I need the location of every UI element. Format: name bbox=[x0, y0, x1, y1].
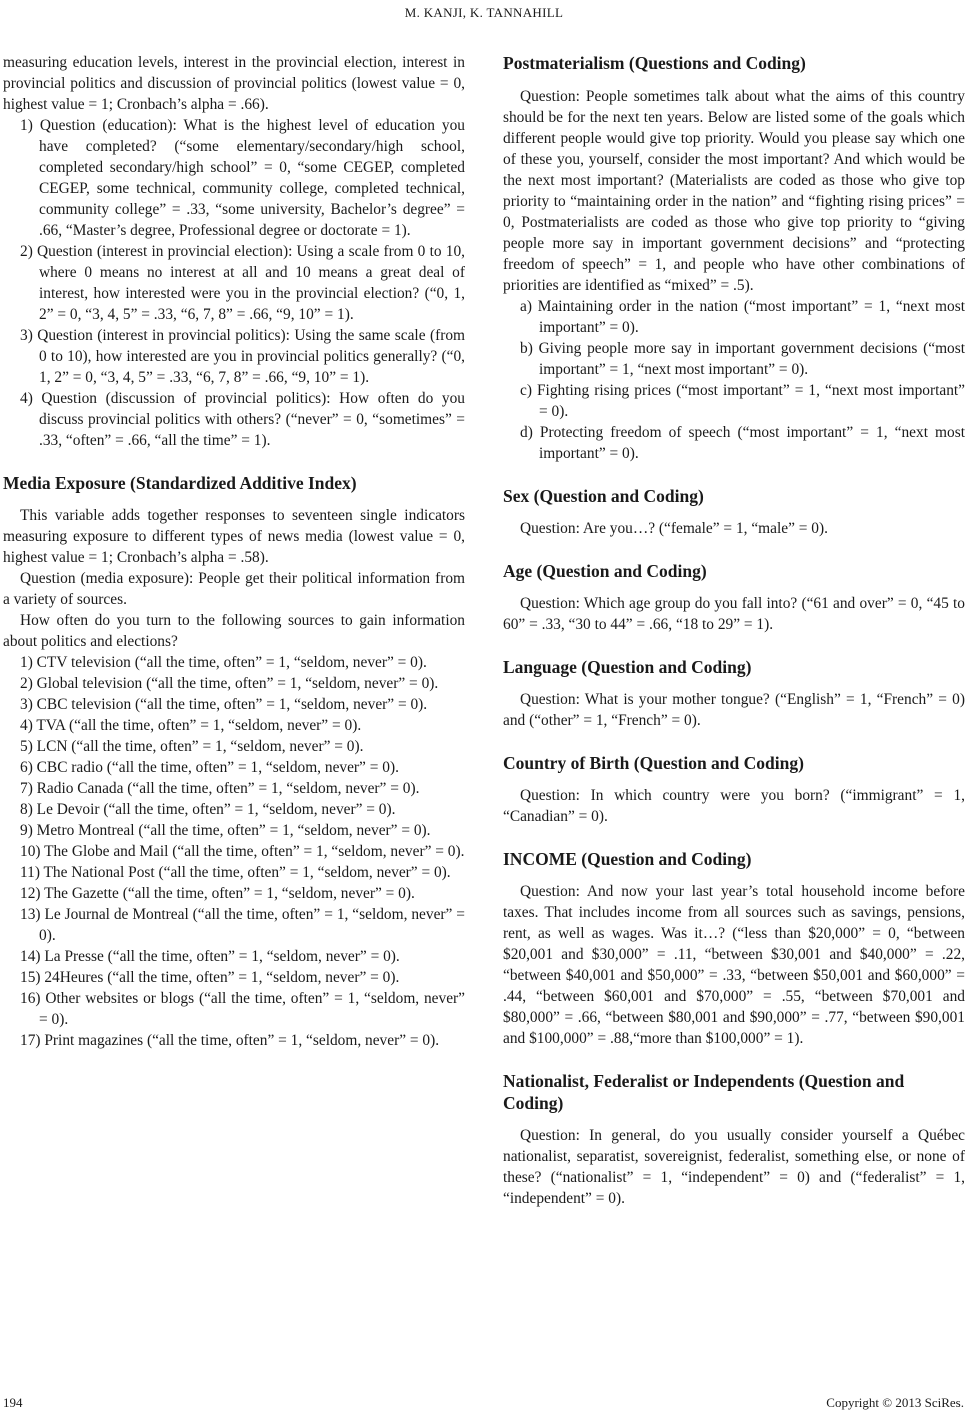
source-item: 3) CBC television (“all the time, often” = 1, “seldom, never” = 0). bbox=[20, 696, 428, 713]
paragraph: This variable adds together responses to seventeen single indicators measuring exposure to different types of news media (lowest value = 0, highest value = 1; Cronbach’s alpha = .58). bbox=[3, 507, 465, 566]
source-item: 1) CTV television (“all the time, often” = 1, “seldom, never” = 0). bbox=[20, 654, 427, 671]
source-item: 9) Metro Montreal (“all the time, often” = 1, “seldom, never” = 0). bbox=[20, 822, 431, 839]
section-heading: Postmaterialism (Questions and Coding) bbox=[503, 53, 806, 73]
paragraph: How often do you turn to the following sources to gain information about politics and elections? bbox=[3, 612, 465, 650]
question-item: 3) Question (interest in provincial politics): Using the same scale (from 0 to 10), how interested are you in provincial politics generally? (“0, 1, 2” = 0, “3, 4, 5” = .33, “6, 7, 8” = .66, “9, 10” = 1). bbox=[20, 327, 465, 386]
paragraph: Question: What is your mother tongue? (“English” = 1, “French” = 0) and (“other” = 1, “French” = 0). bbox=[503, 691, 965, 729]
priority-item: a) Maintaining order in the nation (“most important” = 1, “next most important” = 0). bbox=[520, 298, 965, 336]
page-number: 194 bbox=[3, 1395, 23, 1410]
source-item: 7) Radio Canada (“all the time, often” = 1, “seldom, never” = 0). bbox=[20, 780, 420, 797]
section-heading: Country of Birth (Question and Coding) bbox=[503, 753, 804, 773]
paragraph: Question: In which country were you born? (“immigrant” = 1, “Canadian” = 0). bbox=[503, 787, 965, 825]
paragraph: Question: People sometimes talk about what the aims of this country should be for the next ten years. Below are listed some of the goals which different people would give top priority. Would you please say which one of these you, yourself, consider the most important? And which would be the next most important? (Materialists are coded as those who give top priority to “maintaining order in the nation” and “fighting rising prices” = 0, Postmaterialists are coded as those who give top priority to “giving people more say in important government decisions” and “protecting freedom of speech” = 1, and people who have other combinations of priorities are identified as “mixed” = .5). bbox=[503, 88, 965, 294]
question-item: 4) Question (discussion of provincial politics): How often do you discuss provincial politics with others? (“never” = 0, “sometimes” = .33, “often” = .66, “all the time” = 1). bbox=[20, 390, 465, 449]
source-item: 11) The National Post (“all the time, often” = 1, “seldom, never” = 0). bbox=[20, 864, 451, 881]
source-item: 15) 24Heures (“all the time, often” = 1, “seldom, never” = 0). bbox=[20, 969, 400, 986]
question-item: 2) Question (interest in provincial election): Using a scale from 0 to 10, where 0 means no interest at all and 10 means a great deal of interest, how interested were you in the provincial election? (“0, 1, 2” = 0, “3, 4, 5” = .33, “6, 7, 8” = .66, “9, 10” = 1). bbox=[20, 243, 465, 323]
section-heading: Nationalist, Federalist or Independents (Question and Coding) bbox=[503, 1071, 905, 1113]
paragraph: Question: Which age group do you fall into? (“61 and over” = 0, “45 to 60” = .33, “30 to 44” = .66, “18 to 29” = 1). bbox=[503, 595, 965, 633]
paragraph: Question (media exposure): People get their political information from a variety of sources. bbox=[3, 570, 465, 608]
paragraph: Question: In general, do you usually consider yourself a Québec nationalist, separatist, sovereignist, federalist, something else, or none of these? (“nationalist” = 1, “independent” = 0) and (“federalist” = 1, “independent” = 0). bbox=[503, 1127, 965, 1207]
section-heading: Sex (Question and Coding) bbox=[503, 486, 704, 506]
right-column bbox=[503, 52, 965, 1209]
source-item: 5) LCN (“all the time, often” = 1, “seldom, never” = 0). bbox=[20, 738, 364, 755]
source-item: 2) Global television (“all the time, often” = 1, “seldom, never” = 0). bbox=[20, 675, 439, 692]
copyright-notice: Copyright © 2013 SciRes. bbox=[826, 1395, 964, 1410]
paragraph: Question: Are you…? (“female” = 1, “male” = 0). bbox=[520, 520, 828, 537]
section-heading: Media Exposure (Standardized Additive Index) bbox=[3, 473, 357, 493]
running-header: M. KANJI, K. TANNAHILL bbox=[404, 5, 564, 20]
section-heading: INCOME (Question and Coding) bbox=[503, 849, 752, 869]
section-heading: Language (Question and Coding) bbox=[503, 657, 752, 677]
source-item: 14) La Presse (“all the time, often” = 1, “seldom, never” = 0). bbox=[20, 948, 400, 965]
section-heading: Age (Question and Coding) bbox=[503, 561, 707, 581]
source-item: 8) Le Devoir (“all the time, often” = 1, “seldom, never” = 0). bbox=[20, 801, 396, 818]
question-item: 1) Question (education): What is the highest level of education you have completed? (“some elementary/secondary/high school, completed secondary/high school” = 0, “some CEGEP, completed CEGEP, some technical, community college, completed technical, community college” = .33, “some university, Bachelor’s degree” = .66, “Master’s degree, Professional degree or doctorate = 1). bbox=[20, 117, 465, 239]
source-item: 17) Print magazines (“all the time, often” = 1, “seldom, never” = 0). bbox=[20, 1032, 440, 1049]
paragraph: measuring education levels, interest in the provincial election, interest in provincial politics and discussion of provincial politics (lowest value = 0, highest value = 1; Cronbach’s alpha = .66). bbox=[3, 54, 465, 113]
source-item: 13) Le Journal de Montreal (“all the time, often” = 1, “seldom, never” = 0). bbox=[20, 906, 465, 944]
priority-item: c) Fighting rising prices (“most important” = 1, “next most important” = 0). bbox=[520, 382, 965, 420]
source-item: 6) CBC radio (“all the time, often” = 1, “seldom, never” = 0). bbox=[20, 759, 399, 776]
paragraph: Question: And now your last year’s total household income before taxes. That includes income from all sources such as savings, pensions, rent, as well as wages. Was it…? (“less than $20,000” = 0, “between $20,001 and $30,000” = .11, “between $30,001 and $40,000” = .22, “between $40,001 and $50,000” = .33, “between $50,001 and $60,000” = .44, “between $60,001 and $70,000” = .55, “between $70,001 and $80,000” = .66, “between $80,001 and $90,000” = .77, “between $90,001 and $100,000” = .88,“more than $100,000” = 1). bbox=[503, 883, 965, 1047]
priority-item: d) Protecting freedom of speech (“most important” = 1, “next most important” = 0). bbox=[520, 424, 965, 462]
source-item: 10) The Globe and Mail (“all the time, often” = 1, “seldom, never” = 0). bbox=[20, 843, 465, 860]
source-item: 12) The Gazette (“all the time, often” = 1, “seldom, never” = 0). bbox=[20, 885, 415, 902]
source-item: 4) TVA (“all the time, often” = 1, “seldom, never” = 0). bbox=[20, 717, 362, 734]
left-column bbox=[3, 52, 465, 1051]
priority-item: b) Giving people more say in important government decisions (“most important” = 1, “next most important” = 0). bbox=[520, 340, 965, 378]
source-item: 16) Other websites or blogs (“all the time, often” = 1, “seldom, never” = 0). bbox=[20, 990, 465, 1028]
